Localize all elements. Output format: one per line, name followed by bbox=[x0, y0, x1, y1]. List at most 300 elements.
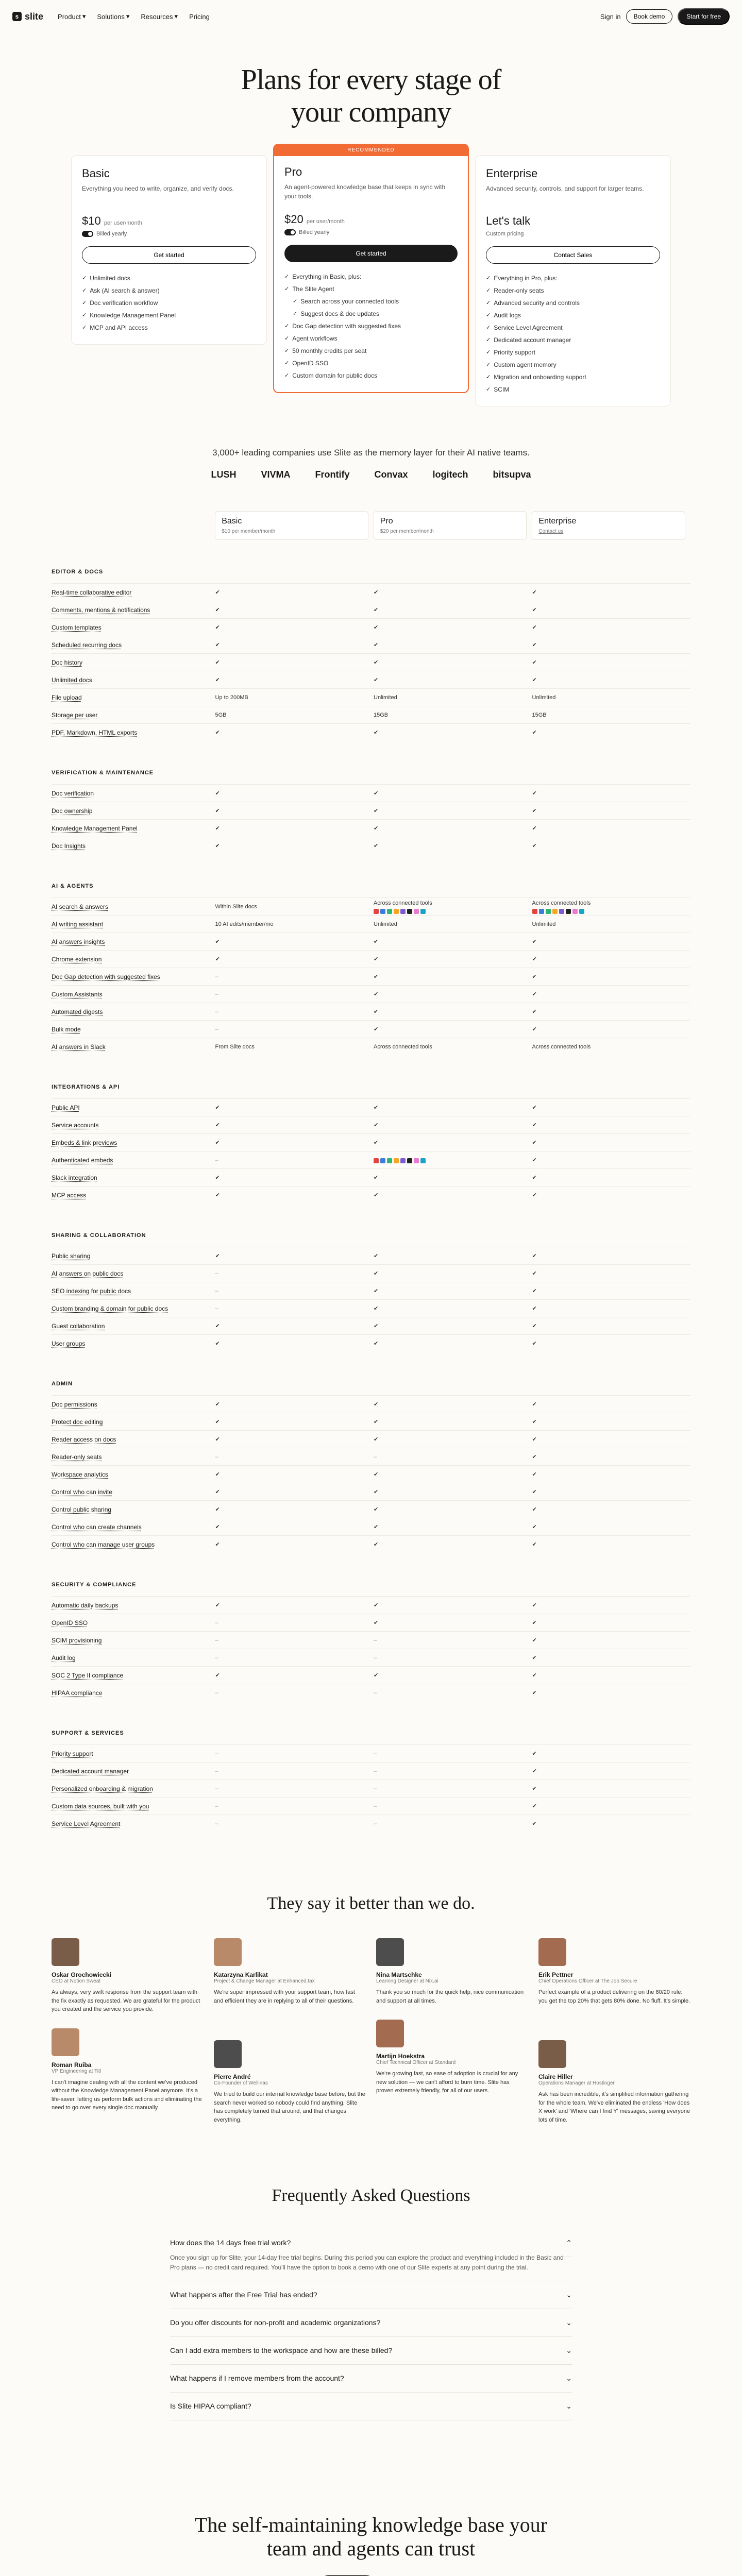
table-row bbox=[52, 1500, 690, 1518]
feature-value: ✔ bbox=[532, 1008, 537, 1015]
testimonial-role: Co-Founder of Wellinas bbox=[214, 2080, 268, 2087]
top-nav bbox=[0, 0, 742, 33]
feature-value: – bbox=[215, 1157, 218, 1163]
feature-name[interactable]: Custom templates bbox=[52, 623, 102, 631]
chevron-down-icon: ⌄ bbox=[566, 2290, 572, 2299]
feature-name[interactable]: Real-time collaborative editor bbox=[52, 588, 132, 596]
plan-feature bbox=[486, 272, 660, 284]
feature-value: ✔ bbox=[374, 589, 379, 596]
testimonial-name: Claire Hiller bbox=[538, 2073, 573, 2081]
feature-name[interactable]: SCIM provisioning bbox=[52, 1636, 102, 1644]
feature-value bbox=[374, 1157, 532, 1163]
compare-col-basic bbox=[215, 511, 368, 540]
feature-value: – bbox=[374, 1750, 377, 1757]
table-row bbox=[52, 1116, 690, 1133]
feature-value: ✔ bbox=[374, 676, 379, 683]
table-row bbox=[52, 1762, 690, 1780]
feature-value: – bbox=[374, 1689, 377, 1696]
plan-name: Enterprise bbox=[486, 167, 538, 180]
table-row bbox=[52, 1666, 690, 1684]
feature-value: ✔ bbox=[532, 1803, 537, 1809]
feature-label: Advanced security and controls bbox=[494, 299, 580, 307]
integration-icon bbox=[387, 1158, 392, 1163]
check-icon: ✓ bbox=[82, 275, 87, 282]
feature-name[interactable]: Doc ownership bbox=[52, 807, 93, 815]
table-row bbox=[52, 802, 690, 819]
feature-name[interactable]: Custom branding & domain for public docs bbox=[52, 1304, 168, 1312]
table-row bbox=[52, 1299, 690, 1317]
feature-name[interactable]: AI answers insights bbox=[52, 938, 105, 945]
plan-name: Basic bbox=[82, 167, 110, 180]
compare-plan-name: Enterprise bbox=[538, 517, 577, 526]
integration-icon bbox=[400, 909, 406, 914]
feature-value: ✔ bbox=[532, 1750, 537, 1757]
feature-value: – bbox=[215, 1008, 218, 1015]
chevron-down-icon: ⌄ bbox=[566, 2318, 572, 2327]
table-row bbox=[52, 583, 690, 601]
feature-value: – bbox=[215, 1654, 218, 1661]
feature-value: ✔ bbox=[215, 1122, 220, 1128]
table-row bbox=[52, 1797, 690, 1815]
table-row bbox=[52, 1430, 690, 1448]
feature-value: ✔ bbox=[374, 1488, 379, 1495]
table-row bbox=[52, 1317, 690, 1334]
sign-in-link[interactable]: Sign in bbox=[600, 12, 621, 21]
plan-feature bbox=[284, 320, 458, 332]
feature-name[interactable]: Doc Insights bbox=[52, 842, 86, 850]
testimonial-role: Chief Technical Officer at Standard bbox=[376, 2060, 456, 2066]
feature-label: The Slite Agent bbox=[292, 285, 334, 293]
table-row bbox=[52, 1448, 690, 1465]
table-row bbox=[52, 1133, 690, 1151]
feature-value: ✔ bbox=[532, 1340, 537, 1347]
check-icon: ✓ bbox=[293, 311, 298, 317]
integration-icon bbox=[559, 909, 564, 914]
price-value: Let's talk bbox=[486, 214, 531, 228]
plan-feature bbox=[284, 369, 458, 382]
feature-name[interactable]: AI search & answers bbox=[52, 903, 109, 910]
feature-value: Across connected tools bbox=[374, 1043, 432, 1050]
feature-value: ✔ bbox=[374, 1139, 379, 1146]
feature-value: – bbox=[215, 1305, 218, 1312]
feature-name[interactable]: Embeds & link previews bbox=[52, 1139, 117, 1146]
testimonial-quote: Perfect example of a product delivering on the 80/20 rule: you get the top 20% that gets 80% done. No fluff. It's simple. bbox=[538, 1989, 690, 2004]
billing-toggle[interactable] bbox=[82, 231, 256, 237]
plan-price bbox=[486, 214, 660, 228]
integration-icon bbox=[387, 909, 392, 914]
feature-label: Audit logs bbox=[494, 312, 521, 319]
feature-value: – bbox=[215, 1689, 218, 1696]
price-unit: per user/month bbox=[104, 220, 142, 227]
feature-name[interactable]: MCP access bbox=[52, 1191, 87, 1199]
plan-card-pro bbox=[273, 144, 469, 393]
feature-value: – bbox=[374, 1820, 377, 1827]
feature-value: ✔ bbox=[215, 606, 220, 613]
feature-name[interactable]: Scheduled recurring docs bbox=[52, 641, 122, 649]
feature-label: 50 monthly credits per seat bbox=[292, 347, 367, 355]
check-icon: ✓ bbox=[486, 386, 491, 393]
feature-value: ✔ bbox=[215, 659, 220, 666]
feature-label: Doc Gap detection with suggested fixes bbox=[292, 323, 401, 330]
feature-value: ✔ bbox=[532, 1453, 537, 1460]
logo-mark-icon: s bbox=[12, 12, 22, 21]
feature-name[interactable]: Custom Assistants bbox=[52, 990, 103, 998]
feature-value: ✔ bbox=[532, 1672, 537, 1679]
faq-question-text: Is Slite HIPAA compliant? bbox=[170, 2401, 251, 2410]
table-row bbox=[52, 968, 690, 985]
feature-value: ✔ bbox=[532, 1174, 537, 1181]
feature-value: 5GB bbox=[215, 711, 227, 718]
feature-label: Custom domain for public docs bbox=[292, 372, 377, 380]
table-row bbox=[52, 1413, 690, 1430]
start-free-button[interactable]: Start for free bbox=[678, 8, 730, 25]
feature-value: Unlimited bbox=[374, 694, 397, 701]
feature-name[interactable]: Control who can manage user groups bbox=[52, 1540, 155, 1548]
feature-value: – bbox=[374, 1803, 377, 1809]
faq-question[interactable] bbox=[170, 2337, 572, 2365]
feature-value: ✔ bbox=[532, 1637, 537, 1643]
testimonial-quote: I can't imagine dealing with all the content we've produced without the Knowledge Management Panel anymore. It's a life-saver, letting us perform bulk actions and eliminating the need to go over every single doc manually. bbox=[52, 2079, 202, 2111]
testimonial-role: VP Engineering at Titl bbox=[52, 2068, 101, 2074]
customer-logos bbox=[52, 469, 690, 480]
feature-name[interactable]: File upload bbox=[52, 693, 82, 701]
feature-value: – bbox=[374, 1785, 377, 1792]
feature-value: ✔ bbox=[532, 1785, 537, 1792]
feature-name[interactable]: Automatic daily backups bbox=[52, 1601, 119, 1609]
avatar bbox=[214, 2040, 242, 2068]
testimonials-title: They say it better than we do. bbox=[267, 1894, 475, 1913]
feature-value: ✔ bbox=[374, 1104, 379, 1111]
feature-name[interactable]: Guest collaboration bbox=[52, 1322, 105, 1330]
feature-value: ✔ bbox=[532, 1270, 537, 1277]
chevron-down-icon: ⌄ bbox=[566, 2374, 572, 2382]
feature-value: ✔ bbox=[532, 973, 537, 980]
feature-name[interactable]: Authenticated embeds bbox=[52, 1156, 113, 1164]
feature-label: Service Level Agreement bbox=[494, 324, 563, 332]
feature-name[interactable]: Doc Gap detection with suggested fixes bbox=[52, 973, 160, 980]
integration-icon bbox=[407, 909, 412, 914]
feature-value: ✔ bbox=[374, 1471, 379, 1478]
feature-name[interactable]: User groups bbox=[52, 1340, 86, 1347]
feature-value: ✔ bbox=[532, 1654, 537, 1661]
table-row bbox=[52, 897, 690, 915]
testimonial-name: Martijn Hoekstra bbox=[376, 2053, 425, 2060]
feature-name[interactable]: Bulk mode bbox=[52, 1025, 81, 1033]
plan-description: Everything you need to write, organize, and verify docs. bbox=[82, 185, 234, 193]
nav-solutions[interactable]: Solutions ▾ bbox=[97, 12, 130, 21]
compare-plan-price[interactable]: Contact us bbox=[538, 529, 564, 535]
feature-value: ✔ bbox=[532, 1436, 537, 1443]
feature-value: Unlimited bbox=[532, 694, 556, 701]
feature-value: ✔ bbox=[532, 956, 537, 962]
feature-value: ✔ bbox=[374, 1323, 379, 1329]
feature-value: Unlimited bbox=[374, 921, 397, 927]
feature-name[interactable]: Comments, mentions & notifications bbox=[52, 606, 150, 614]
testimonial-card bbox=[214, 1938, 366, 2005]
billing-toggle[interactable] bbox=[486, 231, 660, 237]
feature-value: ✔ bbox=[215, 1174, 220, 1181]
avatar bbox=[376, 1938, 404, 1966]
feature-value: ✔ bbox=[374, 1008, 379, 1015]
integration-icon bbox=[380, 909, 385, 914]
feature-name[interactable]: AI answers in Slack bbox=[52, 1043, 106, 1050]
integration-icon bbox=[566, 909, 571, 914]
check-icon: ✓ bbox=[82, 325, 87, 331]
testimonial-card bbox=[52, 2028, 204, 2112]
feature-name[interactable]: PDF, Markdown, HTML exports bbox=[52, 728, 138, 736]
feature-name[interactable]: Doc history bbox=[52, 658, 83, 666]
feature-value: ✔ bbox=[532, 1689, 537, 1696]
feature-name[interactable]: Priority support bbox=[52, 1750, 93, 1757]
billing-toggle[interactable] bbox=[284, 229, 458, 235]
feature-name[interactable]: Chrome extension bbox=[52, 955, 102, 963]
feature-name[interactable]: Custom data sources, built with you bbox=[52, 1802, 149, 1810]
feature-value: – bbox=[215, 1619, 218, 1626]
chevron-up-icon: ⌃ bbox=[566, 2239, 572, 2247]
feature-name[interactable]: Doc verification bbox=[52, 789, 94, 797]
table-row bbox=[52, 706, 690, 723]
plan-price bbox=[284, 213, 458, 226]
feature-value: ✔ bbox=[215, 790, 220, 796]
compare-plan-name: Pro bbox=[380, 517, 393, 526]
feature-name[interactable]: Control who can create channels bbox=[52, 1523, 142, 1531]
feature-value: ✔ bbox=[215, 1488, 220, 1495]
table-row bbox=[52, 1098, 690, 1116]
table-row bbox=[52, 1614, 690, 1631]
toggle-switch-icon[interactable] bbox=[284, 229, 296, 235]
feature-value: ✔ bbox=[215, 1139, 220, 1146]
feature-name[interactable]: Dedicated account manager bbox=[52, 1767, 129, 1775]
feature-value: ✔ bbox=[532, 624, 537, 631]
compare-section-title: SUPPORT & SERVICES bbox=[52, 1730, 124, 1737]
plan-feature bbox=[284, 345, 458, 357]
feature-name[interactable]: Protect doc editing bbox=[52, 1418, 103, 1426]
feature-name[interactable]: Knowledge Management Panel bbox=[52, 824, 138, 832]
slite-logo[interactable]: s slite bbox=[12, 11, 43, 22]
toggle-switch-icon[interactable] bbox=[82, 231, 93, 237]
testimonial-name: Oskar Grochowiecki bbox=[52, 1971, 112, 1979]
compare-col-pro bbox=[374, 511, 527, 540]
faq-question[interactable] bbox=[170, 2309, 572, 2337]
feature-label: OpenID SSO bbox=[292, 360, 329, 367]
integration-icon bbox=[572, 909, 578, 914]
plan-description: Advanced security, controls, and support for larger teams. bbox=[486, 185, 644, 193]
feature-name[interactable]: Reader-only seats bbox=[52, 1453, 102, 1461]
page-title: Plans for every stage of your company bbox=[241, 64, 501, 128]
feature-value: ✔ bbox=[532, 1305, 537, 1312]
feature-name[interactable]: Unlimited docs bbox=[52, 676, 92, 684]
table-row bbox=[52, 1334, 690, 1352]
customer-logo: Convax bbox=[374, 469, 408, 480]
feature-value: 15GB bbox=[374, 711, 389, 718]
plan-feature bbox=[284, 332, 458, 345]
feature-value: 15GB bbox=[532, 711, 547, 718]
check-icon: ✓ bbox=[284, 372, 290, 379]
feature-value: – bbox=[374, 1768, 377, 1774]
recommended-badge: RECOMMENDED bbox=[274, 145, 468, 156]
table-row bbox=[52, 1684, 690, 1701]
testimonial-card bbox=[214, 2040, 366, 2124]
feature-value: ✔ bbox=[532, 1541, 537, 1548]
plan-feature bbox=[486, 309, 660, 321]
feature-name[interactable]: Automated digests bbox=[52, 1008, 103, 1015]
feature-value: ✔ bbox=[215, 1672, 220, 1679]
table-row bbox=[52, 1649, 690, 1666]
customer-logo: LUSH bbox=[211, 469, 237, 480]
plan-feature bbox=[82, 321, 256, 334]
faq-question[interactable] bbox=[170, 2393, 572, 2420]
testimonial-role: Learning Designer at Nix.ai bbox=[376, 1978, 439, 1985]
feature-value: ✔ bbox=[374, 624, 379, 631]
feature-name[interactable]: HIPAA compliance bbox=[52, 1689, 103, 1697]
integration-icons bbox=[532, 909, 691, 914]
table-row bbox=[52, 1038, 690, 1055]
faq-question-text: What happens if I remove members from the account? bbox=[170, 2374, 344, 2382]
testimonial-name: Nina Martschke bbox=[376, 1971, 422, 1979]
plan-feature bbox=[486, 321, 660, 334]
integration-icon bbox=[539, 909, 544, 914]
feature-name[interactable]: Workspace analytics bbox=[52, 1470, 108, 1478]
testimonial-role: Chief Operations Officer at The Job Secure bbox=[538, 1978, 637, 1985]
check-icon: ✓ bbox=[486, 349, 491, 356]
plan-cta-button[interactable]: Get started bbox=[82, 246, 256, 264]
table-row bbox=[52, 1003, 690, 1020]
feature-value: ✔ bbox=[374, 1401, 379, 1408]
nav-resources[interactable]: Resources ▾ bbox=[141, 12, 178, 21]
feature-name[interactable]: SEO indexing for public docs bbox=[52, 1287, 131, 1295]
check-icon: ✓ bbox=[486, 275, 491, 282]
feature-value: – bbox=[215, 1637, 218, 1643]
feature-value: ✔ bbox=[532, 606, 537, 613]
feature-name[interactable]: Reader access on docs bbox=[52, 1435, 116, 1443]
feature-value: – bbox=[215, 1820, 218, 1827]
feature-name[interactable]: AI answers on public docs bbox=[52, 1269, 124, 1277]
check-icon: ✓ bbox=[486, 362, 491, 368]
avatar bbox=[538, 2040, 566, 2068]
compare-col-enterprise bbox=[532, 511, 685, 540]
feature-name[interactable]: Audit log bbox=[52, 1654, 76, 1662]
avatar bbox=[538, 1938, 566, 1966]
chevron-down-icon: ⌄ bbox=[566, 2346, 572, 2354]
feature-value: ✔ bbox=[215, 1340, 220, 1347]
nav-product[interactable]: Product ▾ bbox=[58, 12, 86, 21]
billing-label: Billed yearly bbox=[299, 229, 330, 236]
compare-section-title: VERIFICATION & MAINTENANCE bbox=[52, 770, 154, 776]
feature-value: ✔ bbox=[374, 1541, 379, 1548]
feature-name[interactable]: Public sharing bbox=[52, 1252, 91, 1260]
avatar bbox=[52, 2028, 79, 2056]
feature-value: ✔ bbox=[374, 659, 379, 666]
feature-value: – bbox=[215, 1803, 218, 1809]
plan-feature bbox=[486, 284, 660, 297]
feature-name[interactable]: Personalized onboarding & migration bbox=[52, 1785, 153, 1792]
feature-value: ✔ bbox=[532, 1287, 537, 1294]
feature-value: ✔ bbox=[374, 1523, 379, 1530]
feature-value: ✔ bbox=[215, 1252, 220, 1259]
table-row bbox=[52, 653, 690, 671]
feature-value: ✔ bbox=[532, 659, 537, 666]
table-row bbox=[52, 1151, 690, 1168]
plan-cta-button[interactable]: Contact Sales bbox=[486, 246, 660, 264]
feature-name[interactable]: OpenID SSO bbox=[52, 1619, 88, 1626]
feature-value: ✔ bbox=[215, 624, 220, 631]
table-row bbox=[52, 950, 690, 968]
check-icon: ✓ bbox=[284, 286, 290, 293]
feature-name[interactable]: Control public sharing bbox=[52, 1505, 112, 1513]
table-row bbox=[52, 1186, 690, 1204]
nav-pricing[interactable]: Pricing bbox=[189, 12, 210, 21]
feature-label: Migration and onboarding support bbox=[494, 374, 586, 381]
feature-value: ✔ bbox=[532, 807, 537, 814]
compare-section-title: ADMIN bbox=[52, 1381, 73, 1387]
customer-logo: bitsupva bbox=[493, 469, 531, 480]
feature-name[interactable]: Doc permissions bbox=[52, 1400, 97, 1408]
check-icon: ✓ bbox=[284, 335, 290, 342]
feature-name[interactable]: Service accounts bbox=[52, 1121, 99, 1129]
feature-value: ✔ bbox=[532, 1471, 537, 1478]
feature-value: Across connected tools bbox=[532, 900, 691, 914]
faq-question[interactable] bbox=[170, 2365, 572, 2393]
feature-value: ✔ bbox=[215, 676, 220, 683]
price-value: $20 bbox=[284, 213, 303, 226]
feature-value: From Slite docs bbox=[215, 1043, 255, 1050]
faq-question-text: Can I add extra members to the workspace and how are these billed? bbox=[170, 2346, 393, 2354]
feature-value: ✔ bbox=[374, 641, 379, 648]
check-icon: ✓ bbox=[284, 348, 290, 354]
feature-name[interactable]: AI writing assistant bbox=[52, 920, 104, 928]
check-icon: ✓ bbox=[284, 274, 290, 280]
feature-name[interactable]: Public API bbox=[52, 1104, 80, 1111]
faq-question[interactable] bbox=[170, 2281, 572, 2309]
table-row bbox=[52, 1020, 690, 1038]
feature-value: ✔ bbox=[374, 1287, 379, 1294]
feature-name[interactable]: Slack integration bbox=[52, 1174, 97, 1181]
check-icon: ✓ bbox=[486, 374, 491, 381]
chevron-down-icon: ▾ bbox=[174, 12, 178, 20]
feature-value: Within Slite docs bbox=[215, 903, 257, 910]
feature-value: ✔ bbox=[532, 676, 537, 683]
feature-value: ✔ bbox=[374, 1340, 379, 1347]
feature-value: ✔ bbox=[215, 1541, 220, 1548]
feature-value: Unlimited bbox=[532, 921, 556, 927]
feature-name[interactable]: SOC 2 Type II compliance bbox=[52, 1671, 124, 1679]
check-icon: ✓ bbox=[82, 300, 87, 307]
feature-value: ✔ bbox=[215, 1418, 220, 1425]
feature-name[interactable]: Storage per user bbox=[52, 711, 98, 719]
feature-value: ✔ bbox=[215, 938, 220, 945]
faq-title: Frequently Asked Questions bbox=[272, 2186, 470, 2206]
feature-name[interactable]: Control who can invite bbox=[52, 1488, 113, 1496]
feature-name[interactable]: Service Level Agreement bbox=[52, 1820, 121, 1827]
integration-icons bbox=[374, 909, 532, 914]
integration-icon bbox=[414, 1158, 419, 1163]
feature-label: Dedicated account manager bbox=[494, 336, 571, 344]
price-unit: per user/month bbox=[306, 218, 345, 225]
plan-feature bbox=[284, 270, 458, 283]
integration-icon bbox=[420, 1158, 426, 1163]
plan-cta-button[interactable]: Get started bbox=[284, 245, 458, 262]
compare-plan-price: $20 per member/month bbox=[380, 529, 434, 535]
table-row bbox=[52, 601, 690, 618]
book-demo-button[interactable]: Book demo bbox=[626, 9, 673, 24]
feature-value: – bbox=[374, 1654, 377, 1661]
testimonial-name: Erik Pettner bbox=[538, 1971, 574, 1979]
plan-feature-list bbox=[82, 272, 256, 334]
feature-value: ✔ bbox=[532, 1401, 537, 1408]
testimonial-name: Pierre André bbox=[214, 2073, 251, 2081]
feature-value: ✔ bbox=[532, 991, 537, 997]
plan-feature bbox=[284, 283, 458, 295]
